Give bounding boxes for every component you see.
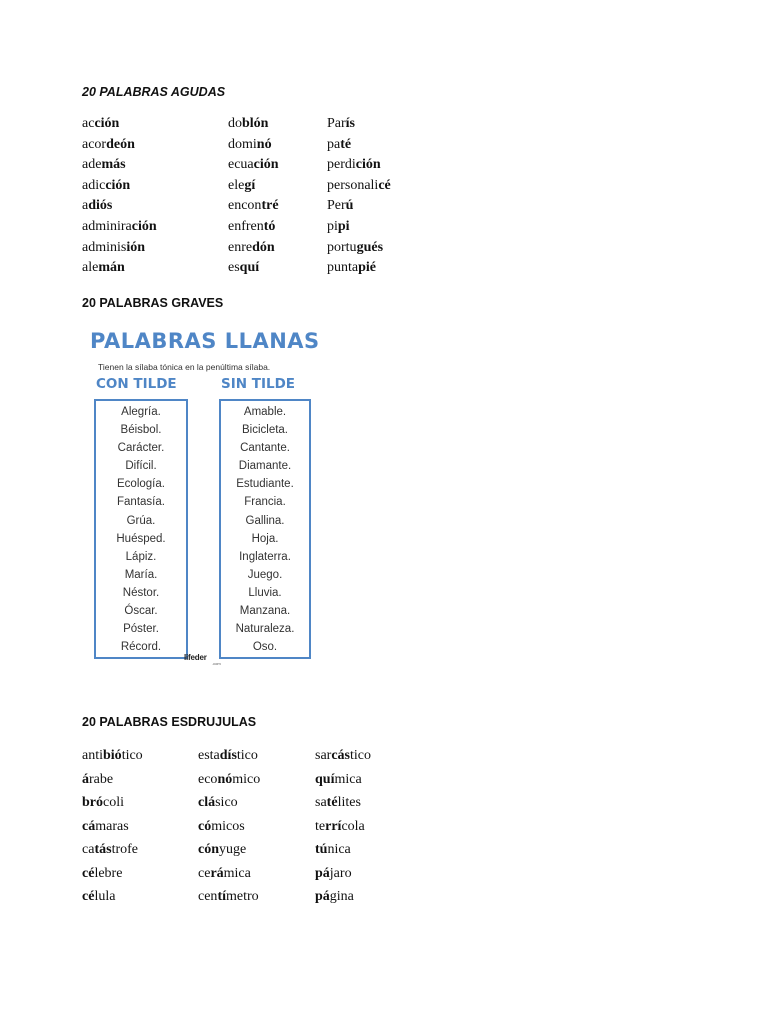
stressed-syllable: gí: [244, 177, 256, 193]
stressed-syllable: dón: [252, 239, 275, 255]
stressed-syllable: có: [198, 818, 212, 834]
word-segment: lites: [337, 795, 361, 810]
heading-agudas: 20 PALABRAS AGUDAS: [82, 85, 226, 99]
word-segment: ele: [228, 177, 245, 193]
word-item: [82, 196, 157, 217]
word-segment: nica: [327, 842, 351, 857]
list-item: Juego.: [247, 568, 283, 581]
word-segment: adminira: [82, 218, 132, 234]
word-segment: ce: [198, 865, 211, 881]
heading-esdrujulas: 20 PALABRAS ESDRUJULAS: [82, 715, 257, 729]
list-item: Francia.: [244, 496, 286, 509]
stressed-syllable: té: [326, 795, 338, 810]
stressed-syllable: cé: [82, 889, 95, 904]
word-item: [327, 196, 391, 217]
stressed-syllable: ción: [355, 157, 381, 173]
stressed-syllable: tú: [315, 842, 328, 857]
word-item: [327, 258, 391, 279]
list-item: Estudiante.: [236, 478, 294, 491]
con-tilde-list: [94, 399, 188, 659]
word-segment: adic: [82, 177, 106, 193]
list-item: Naturaleza.: [235, 623, 295, 636]
stressed-syllable: cé: [378, 177, 391, 193]
word-segment: ecua: [228, 157, 254, 173]
palabras-llanas-infographic: [86, 326, 320, 670]
list-item: Diamante.: [238, 460, 292, 473]
word-segment: enfren: [228, 218, 264, 234]
stressed-syllable: clá: [198, 795, 216, 810]
word-segment: esta: [198, 748, 220, 763]
word-segment: enre: [228, 239, 253, 255]
list-item: Amable.: [243, 406, 287, 418]
list-item: Oso.: [252, 641, 278, 654]
word-segment: trofe: [111, 842, 138, 857]
word-item: [228, 114, 279, 135]
stressed-syllable: blón: [242, 116, 269, 131]
stressed-syllable: más: [101, 157, 126, 173]
word-item: [228, 217, 279, 238]
con-tilde-heading: CON TILDE: [96, 376, 177, 392]
word-item: [327, 238, 391, 259]
word-item: [198, 744, 260, 768]
word-segment: pi: [327, 218, 338, 234]
word-item: [82, 744, 143, 768]
word-segment: es: [228, 260, 240, 276]
word-item: [82, 176, 157, 197]
list-item: Huésped.: [116, 532, 166, 545]
word-segment: pa: [327, 136, 341, 152]
list-item: Cantante.: [240, 442, 290, 455]
word-segment: tico: [121, 748, 143, 763]
word-segment: maras: [95, 818, 129, 834]
word-segment: perdi: [327, 157, 356, 173]
word-item: [198, 815, 260, 839]
stressed-syllable: cás: [331, 748, 350, 763]
word-segment: Par: [327, 116, 346, 131]
word-item: [315, 768, 371, 792]
stressed-syllable: ción: [253, 157, 279, 173]
word-item: [198, 768, 260, 792]
list-item: Néstor.: [122, 586, 160, 599]
word-item: [82, 815, 143, 839]
agudas-column-2: [228, 114, 279, 279]
stressed-syllable: tí: [217, 889, 226, 904]
word-segment: ac: [82, 116, 95, 131]
word-segment: eco: [198, 771, 218, 787]
word-segment: domi: [228, 136, 257, 152]
stressed-syllable: deón: [106, 136, 135, 152]
word-item: [82, 135, 157, 156]
list-item: Lápiz.: [125, 550, 157, 563]
word-segment: sar: [315, 748, 332, 763]
word-segment: coli: [103, 795, 124, 810]
word-segment: cola: [341, 818, 365, 834]
stressed-syllable: á: [82, 771, 89, 787]
word-segment: yuge: [219, 842, 247, 857]
word-item: [82, 791, 143, 815]
list-item: Alegría.: [121, 406, 161, 418]
list-item: Hoja.: [251, 532, 279, 545]
word-item: [228, 196, 279, 217]
stressed-syllable: nó: [256, 136, 272, 152]
word-segment: rabe: [89, 771, 114, 787]
stressed-syllable: diós: [88, 198, 113, 214]
word-segment: metro: [226, 889, 259, 904]
word-item: [198, 838, 260, 862]
word-segment: punta: [327, 260, 359, 276]
stressed-syllable: ción: [94, 116, 120, 131]
word-segment: Per: [327, 198, 346, 214]
word-item: [327, 176, 391, 197]
esdrujulas-column-3: [315, 744, 371, 909]
stressed-syllable: gués: [356, 239, 384, 255]
stressed-syllable: pá: [315, 889, 330, 904]
word-item: [228, 176, 279, 197]
word-segment: sa: [315, 795, 327, 810]
stressed-syllable: dís: [219, 748, 237, 763]
list-item: Ecología.: [117, 478, 165, 491]
word-segment: jaro: [329, 865, 352, 881]
list-item: Bicicleta.: [241, 424, 289, 437]
word-segment: anti: [82, 748, 103, 763]
stressed-syllable: mán: [98, 260, 125, 276]
stressed-syllable: ión: [126, 239, 146, 255]
word-item: [228, 135, 279, 156]
list-item: Póster.: [123, 623, 159, 636]
sin-tilde-list: [219, 399, 311, 659]
heading-graves: 20 PALABRAS GRAVES: [82, 296, 224, 310]
stressed-syllable: pá: [315, 865, 330, 881]
list-item: Béisbol.: [120, 424, 162, 437]
word-item: [228, 238, 279, 259]
list-item: Récord.: [120, 641, 162, 654]
word-segment: lula: [94, 889, 116, 904]
word-segment: te: [315, 818, 326, 834]
list-item: Difícil.: [125, 460, 157, 473]
stressed-syllable: bró: [82, 795, 103, 810]
word-item: [327, 217, 391, 238]
word-segment: mica: [334, 771, 362, 787]
stressed-syllable: bió: [103, 748, 122, 763]
word-segment: ca: [82, 842, 95, 857]
list-item: Manzana.: [239, 605, 291, 618]
list-item: Fantasía.: [117, 496, 165, 509]
word-item: [198, 885, 260, 909]
word-item: [327, 135, 391, 156]
word-segment: tico: [350, 748, 371, 763]
stressed-syllable: tré: [261, 198, 279, 214]
word-item: [82, 114, 157, 135]
lifeder-logo: lifeder: [184, 653, 207, 662]
word-segment: adminis: [82, 239, 127, 255]
list-item: Lluvia.: [248, 586, 282, 599]
stressed-syllable: rrí: [325, 818, 342, 834]
word-item: [82, 862, 143, 886]
stressed-syllable: cón: [198, 842, 219, 857]
stressed-syllable: cá: [82, 818, 96, 834]
sin-tilde-heading: SIN TILDE: [221, 376, 296, 392]
stressed-syllable: tó: [263, 218, 276, 234]
word-item: [82, 838, 143, 862]
word-item: [327, 155, 391, 176]
stressed-syllable: té: [340, 136, 352, 152]
word-item: [228, 258, 279, 279]
word-item: [82, 768, 143, 792]
list-item: Grúa.: [126, 514, 156, 527]
word-item: [228, 155, 279, 176]
word-segment: personali: [327, 177, 379, 193]
agudas-column-1: [82, 114, 157, 279]
word-item: [315, 791, 371, 815]
stressed-syllable: cé: [82, 865, 95, 881]
stressed-syllable: pié: [358, 260, 376, 276]
word-segment: encon: [228, 198, 262, 214]
list-item: Inglaterra.: [239, 550, 291, 563]
word-item: [315, 838, 371, 862]
stressed-syllable: nó: [217, 771, 233, 787]
word-segment: ade: [82, 157, 102, 173]
stressed-syllable: quí: [239, 260, 260, 276]
stressed-syllable: ís: [345, 116, 356, 131]
word-item: [198, 791, 260, 815]
word-segment: ale: [82, 260, 99, 276]
esdrujulas-column-1: [82, 744, 143, 909]
word-item: [82, 238, 157, 259]
word-segment: lebre: [94, 865, 123, 881]
word-segment: portu: [327, 239, 357, 255]
word-item: [315, 885, 371, 909]
stressed-syllable: ción: [105, 177, 131, 193]
list-item: Carácter.: [117, 442, 165, 455]
word-item: [198, 862, 260, 886]
stressed-syllable: rá: [210, 865, 224, 881]
word-segment: micos: [211, 818, 245, 834]
stressed-syllable: ción: [131, 218, 157, 234]
word-item: [327, 114, 391, 135]
word-item: [315, 862, 371, 886]
agudas-column-3: [327, 114, 391, 279]
word-segment: do: [228, 116, 242, 131]
word-segment: acor: [82, 136, 107, 152]
stressed-syllable: quí: [315, 771, 335, 787]
stressed-syllable: ú: [345, 198, 354, 214]
word-item: [315, 744, 371, 768]
list-item: Gallina.: [245, 514, 285, 527]
word-item: [82, 155, 157, 176]
esdrujulas-column-2: [198, 744, 260, 909]
word-segment: mica: [223, 865, 251, 881]
word-item: [315, 815, 371, 839]
word-item: [82, 885, 143, 909]
word-item: [82, 258, 157, 279]
infographic-subtitle: Tienen la sílaba tónica en la penúltima sílaba.: [98, 362, 271, 372]
stressed-syllable: tás: [94, 842, 112, 857]
word-segment: gina: [329, 889, 354, 904]
infographic-title: PALABRAS LLANAS: [90, 329, 320, 353]
word-item: [82, 217, 157, 238]
word-segment: cen: [198, 889, 218, 904]
list-item: Óscar.: [124, 605, 158, 618]
stressed-syllable: pi: [337, 218, 350, 234]
word-segment: sico: [215, 795, 238, 810]
lifeder-logo-suffix: .com: [212, 661, 221, 666]
word-segment: tico: [236, 748, 258, 763]
word-segment: a: [82, 198, 89, 214]
list-item: María.: [124, 568, 158, 581]
word-segment: mico: [232, 771, 261, 787]
